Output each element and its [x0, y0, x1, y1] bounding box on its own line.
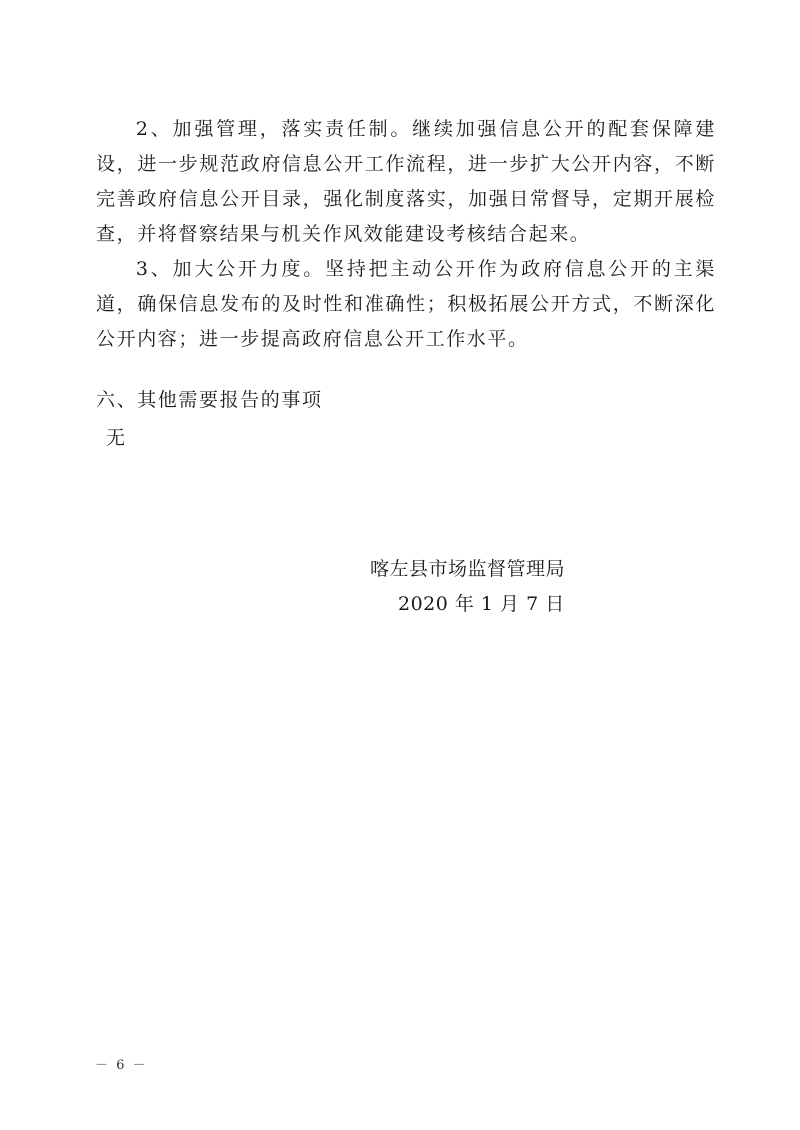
signature-date: 2020 年 1 月 7 日 — [398, 593, 565, 615]
paragraph-strengthen-management: 2、加强管理，落实责任制。继续加强信息公开的配套保障建设，进一步规范政府信息公开工作流程，进一步扩大公开内容，不断完善政府信息公开目录，强化制度落实，加强日常督导，定期开展检查，并将督察结果与机关作风效能建设考核结合起来。 — [96, 118, 716, 245]
body-text — [96, 112, 716, 357]
signature-block — [370, 552, 670, 622]
signature-organization: 喀左县市场监督管理局 — [370, 558, 566, 580]
section-content: 无 — [106, 427, 127, 449]
paragraph-increase-disclosure: 3、加大公开力度。坚持把主动公开作为政府信息公开的主渠道，确保信息发布的及时性和准确性；积极拓展公开方式，不断深化公开内容；进一步提高政府信息公开工作水平。 — [96, 258, 716, 350]
page-number: － 6 － — [95, 1058, 148, 1073]
section-heading: 六、其他需要报告的事项 — [96, 389, 323, 411]
